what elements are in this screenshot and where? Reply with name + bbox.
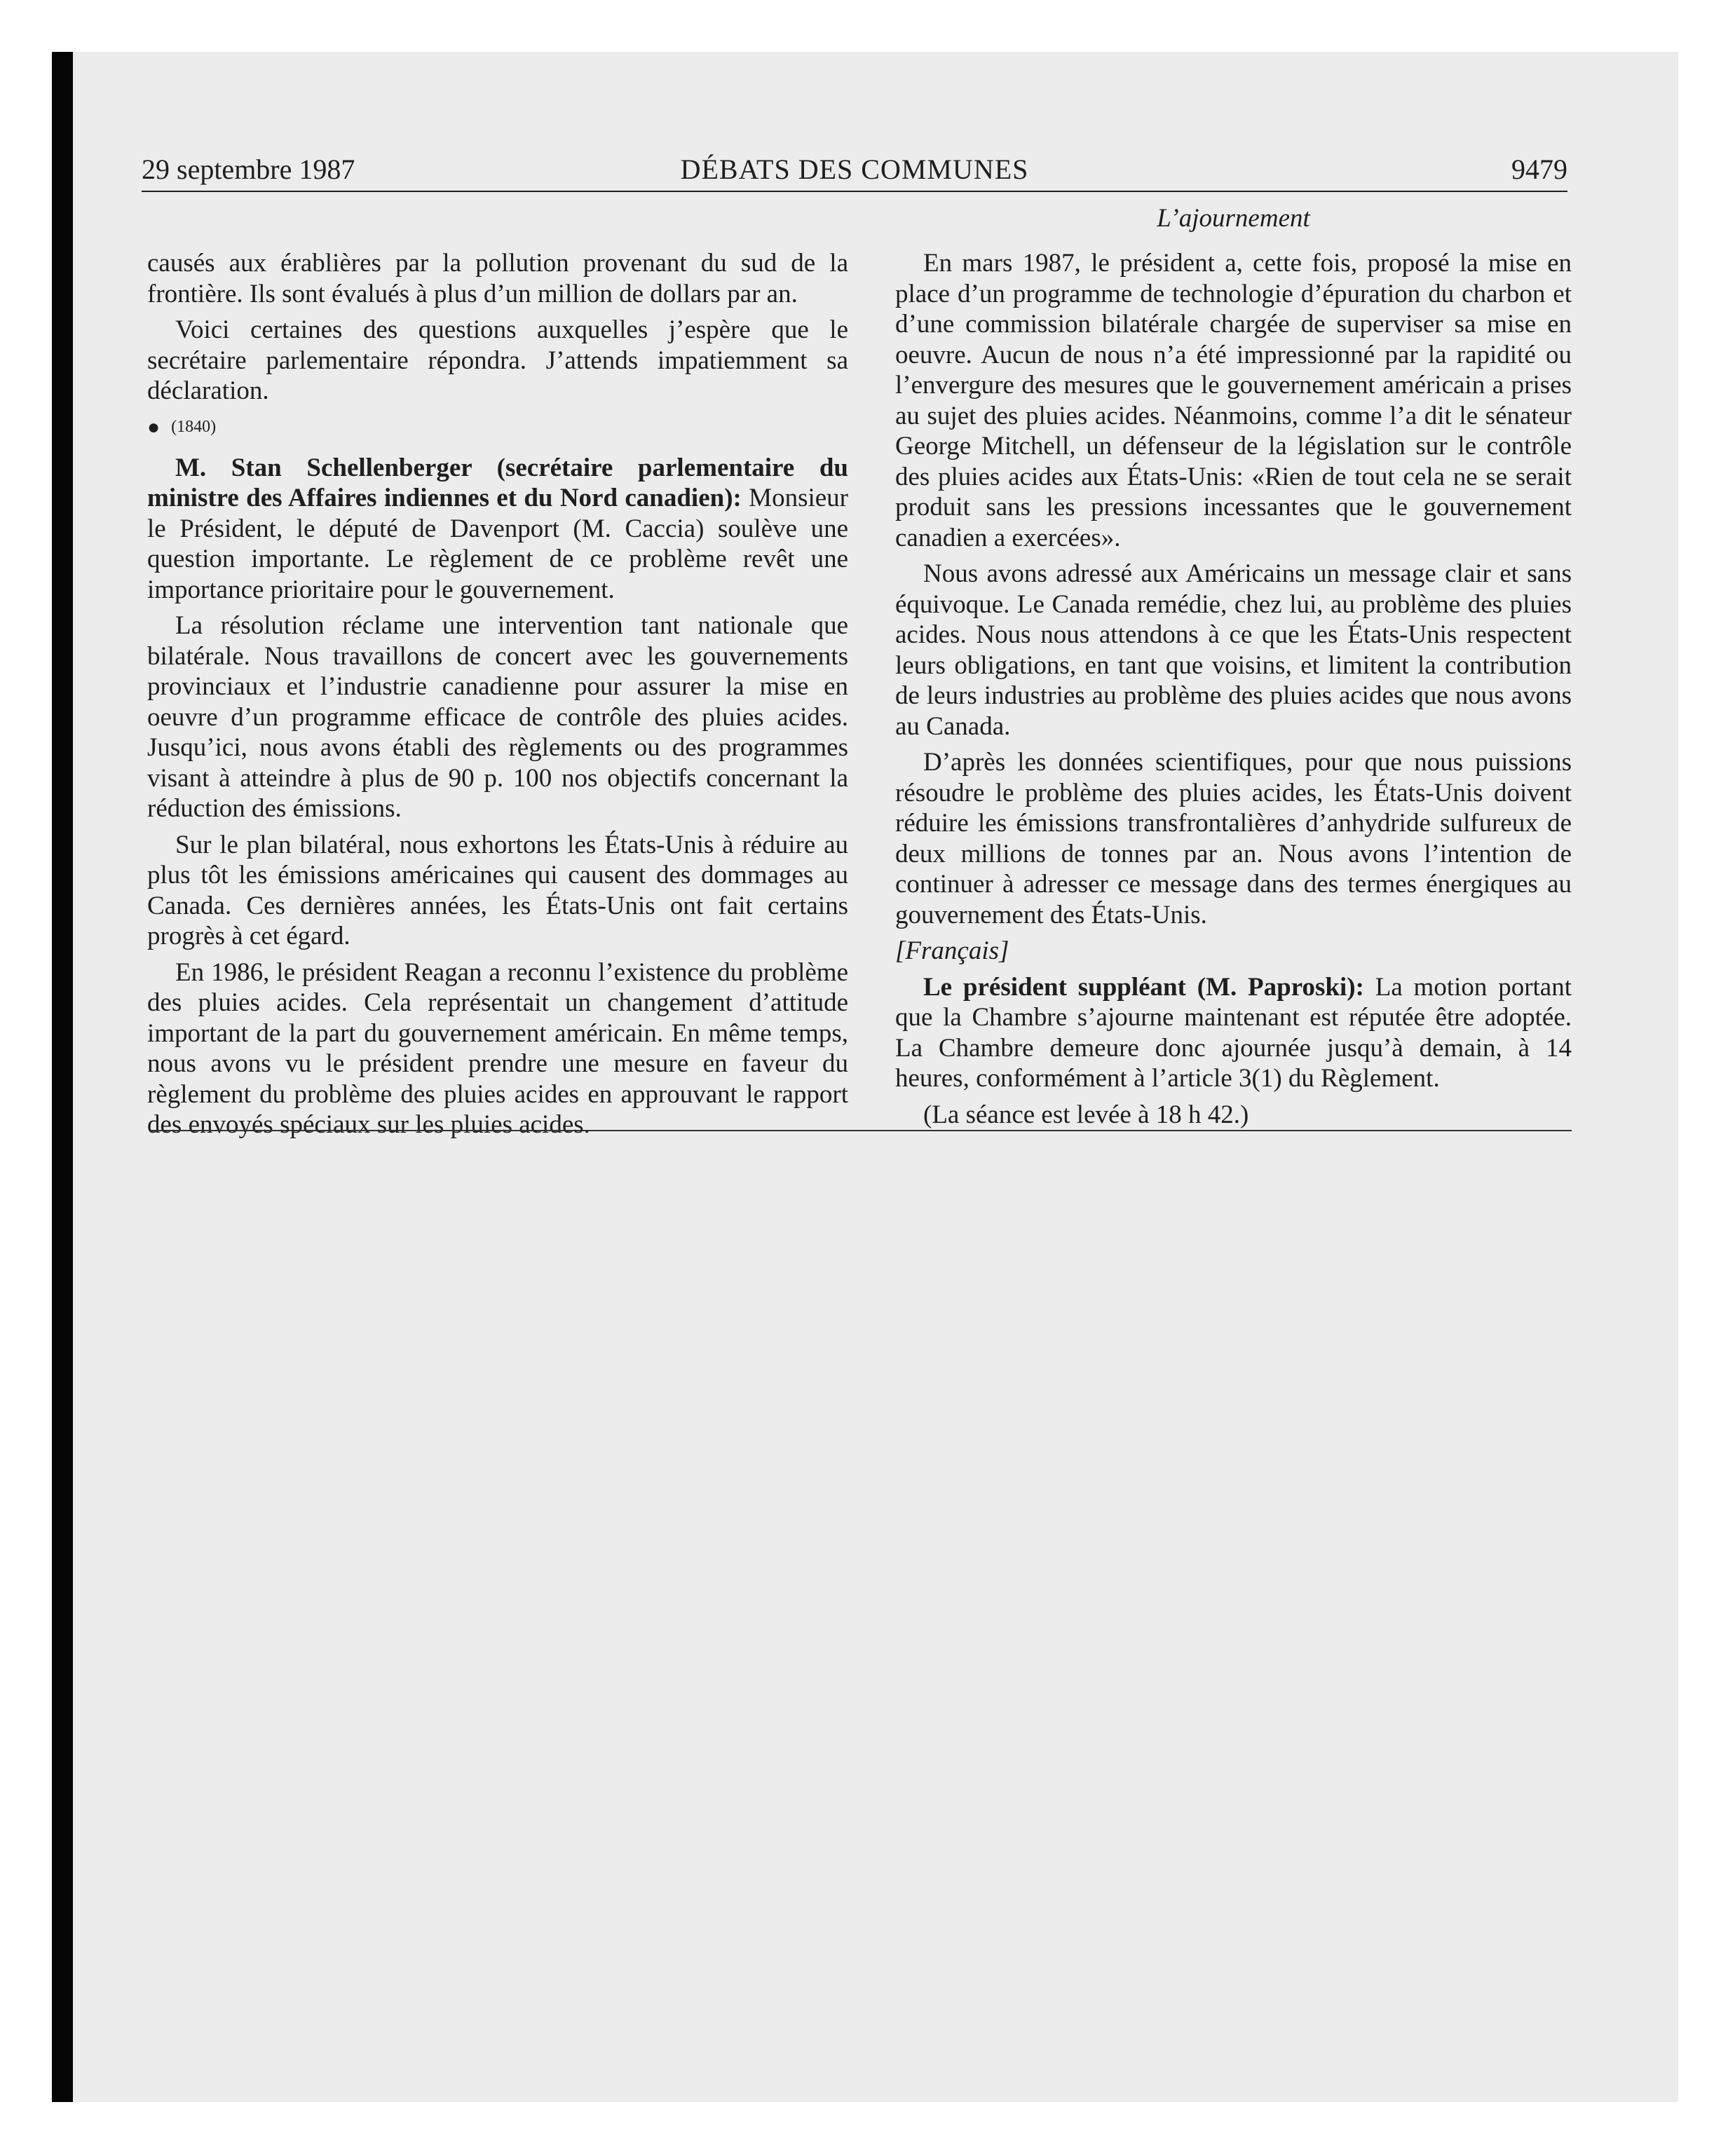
speech-text: Monsieur le Président, le député de Davenport (M. Caccia) soulève une question importante. Le règlement de ce problème revêt une importance prioritaire pour le gouvernement. bbox=[147, 484, 848, 604]
time-marker bbox=[147, 412, 848, 443]
closing-note: (La séance est levée à 18 h 42.) bbox=[923, 1100, 1249, 1129]
left-column bbox=[147, 248, 848, 1146]
bullet-icon: ● bbox=[147, 416, 161, 439]
closing-rule bbox=[150, 1130, 1572, 1131]
paragraph: Nous avons adressé aux Américains un message clair et sans équivoque. Le Canada remédie, chez lui, au problème des pluies acides. Nous nous attendons à ce que les États-Unis respectent leurs obligations, en tant que voisins, et limitent la contribution de leurs industries au problème des pluies acides que nous avons au Canada. bbox=[895, 559, 1572, 741]
right-column bbox=[895, 248, 1572, 1135]
speech-paragraph bbox=[147, 453, 848, 606]
language-tag: [Français] bbox=[895, 936, 1009, 965]
paragraph: En mars 1987, le président a, cette fois, proposé la mise en place d’un programme de technologie d’épuration du charbon et d’une commission bilatérale chargée de superviser sa mise en oeuvre. Aucun de nous n’a été impressionné par la rapidité ou l’envergure des mesures que le gouvernement américain a prises au sujet des pluies acides. Néanmoins, comme l’a dit le sénateur George Mitchell, un défenseur de la législation sur le contrôle des pluies acides aux États-Unis: «Rien de tout cela ne se serait produit sans les pressions incessantes que le gouvernement canadien a exercées». bbox=[895, 249, 1572, 552]
paragraph: D’après les données scientifiques, pour que nous puissions résoudre le problème des pluies acides, les États-Unis doivent réduire les émissions transfrontalières d’anhydride sulfureux de deux millions de tonnes par an. Nous avons l’intention de continuer à adresser ce message dans des termes énergiques au gouvernement des États-Unis. bbox=[895, 748, 1572, 929]
header-publication: DÉBATS DES COMMUNES bbox=[680, 153, 1029, 185]
page-number: 9479 bbox=[1511, 153, 1567, 185]
section-heading: L’ajournement bbox=[1157, 204, 1310, 233]
paragraph: Sur le plan bilatéral, nous exhortons les États-Unis à réduire au plus tôt les émissions américaines qui causent des dommages au Canada. Ces dernières années, les États-Unis ont fait certains progrès à cet égard. bbox=[147, 830, 848, 951]
page-header bbox=[142, 149, 1567, 191]
binding-edge bbox=[52, 52, 73, 2102]
header-date: 29 septembre 1987 bbox=[142, 153, 355, 185]
speaker-name: M. Stan Schellenberger (secrétaire parlementaire du ministre des Affaires indiennes et du Nord canadien): bbox=[147, 453, 848, 513]
speech-text: La motion portant que la Chambre s’ajourne maintenant est réputée être adoptée. La Chambre demeure donc ajournée jusqu’à demain, à 14 heures, conformément à l’article 3(1) du Règlement. bbox=[895, 972, 1572, 1093]
time-marker-label: (1840) bbox=[171, 417, 217, 436]
paragraph: La résolution réclame une intervention tant nationale que bilatérale. Nous travaillons de concert avec les gouvernements provinciaux et l’industrie canadienne pour assurer la mise en oeuvre d’un programme efficace de contrôle des pluies acides. Jusqu’ici, nous avons établi des règlements ou des programmes visant à atteindre à plus de 90 p. 100 nos objectifs concernant la réduction des émissions. bbox=[147, 611, 848, 824]
header-rule bbox=[142, 191, 1567, 192]
speaker-name: Le président suppléant (M. Paproski): bbox=[923, 972, 1364, 1002]
paragraph: En 1986, le président Reagan a reconnu l’existence du problème des pluies acides. Cela représentait un changement d’attitude important de la part du gouvernement américain. En même temps, nous avons vu le président prendre une mesure en faveur du règlement du problème des pluies acides en approuvant le rapport des envoyés spéciaux sur les pluies acides. bbox=[147, 957, 848, 1140]
paragraph: causés aux érablières par la pollution provenant du sud de la frontière. Ils sont évalués à plus d’un million de dollars par an. bbox=[147, 249, 848, 308]
speech-paragraph bbox=[895, 972, 1572, 1094]
paragraph: Voici certaines des questions auxquelles j’espère que le secrétaire parlementaire répondra. J’attends impatiemment sa déclaration. bbox=[147, 315, 848, 405]
